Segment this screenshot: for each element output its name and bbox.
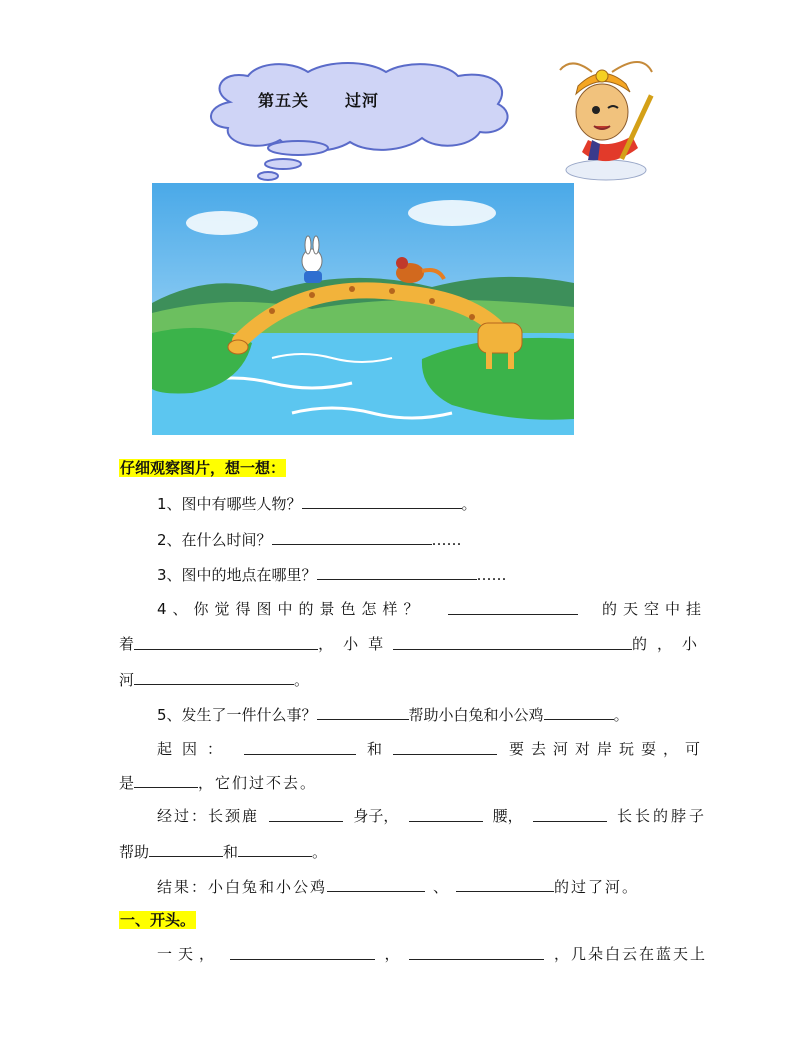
process-line-2 bbox=[119, 841, 327, 862]
answer-blank[interactable] bbox=[409, 806, 483, 822]
answer-blank[interactable] bbox=[409, 944, 544, 960]
text-fragment: 、 bbox=[433, 878, 449, 896]
river-crossing-illustration bbox=[152, 183, 574, 435]
question-4-line-2 bbox=[119, 634, 707, 654]
answer-blank[interactable] bbox=[272, 529, 432, 545]
text-fragment: ， bbox=[384, 945, 400, 963]
cause-line-2 bbox=[119, 772, 317, 793]
question-1-text: 1、图中有哪些人物？ bbox=[157, 495, 302, 513]
section-1-heading-text: 一、开头。 bbox=[120, 911, 196, 929]
text-fragment: 要去河对岸玩耍，可 bbox=[508, 740, 707, 758]
cause-line-1 bbox=[157, 739, 707, 759]
ellipsis: …… bbox=[431, 531, 462, 549]
text-fragment: 长长的脖子 bbox=[616, 807, 707, 825]
text-fragment: 一天， bbox=[157, 945, 221, 963]
result-line bbox=[157, 876, 639, 897]
text-fragment: 腰， bbox=[492, 807, 523, 825]
answer-blank[interactable] bbox=[456, 876, 554, 892]
question-3-text: 3、图中的地点在哪里？ bbox=[157, 566, 317, 584]
question-4-sky-text: 的天空中挂 bbox=[601, 600, 707, 618]
answer-blank[interactable] bbox=[393, 634, 632, 650]
cause-label: 起因： bbox=[157, 740, 233, 758]
text-fragment: 和 bbox=[366, 740, 382, 758]
question-2-text: 2、在什么时间？ bbox=[157, 531, 272, 549]
monkey-king-illustration bbox=[552, 52, 660, 182]
answer-blank[interactable] bbox=[327, 876, 425, 892]
process-line-1 bbox=[157, 806, 707, 826]
text-fragment: ，小草 bbox=[318, 635, 394, 653]
text-fragment: 和 bbox=[223, 843, 239, 861]
question-3 bbox=[157, 564, 507, 585]
question-4-line-1 bbox=[157, 599, 707, 619]
answer-blank[interactable] bbox=[238, 841, 312, 857]
answer-blank[interactable] bbox=[134, 669, 294, 685]
process-label: 经过：长颈鹿 bbox=[157, 807, 260, 825]
question-4-line-3 bbox=[119, 669, 309, 690]
punctuation: 。 bbox=[461, 495, 477, 513]
answer-blank[interactable] bbox=[269, 806, 343, 822]
question-1 bbox=[157, 493, 477, 514]
question-5-mid-text: 帮助小白兔和小公鸡 bbox=[408, 706, 544, 724]
result-label: 结果：小白兔和小公鸡 bbox=[157, 878, 328, 896]
answer-blank[interactable] bbox=[317, 564, 477, 580]
question-2 bbox=[157, 529, 462, 550]
question-5-text: 5、发生了一件什么事？ bbox=[157, 706, 317, 724]
text-fragment: 的过了河。 bbox=[554, 878, 640, 896]
question-5 bbox=[157, 704, 629, 725]
observe-prompt bbox=[119, 458, 286, 478]
answer-blank[interactable] bbox=[230, 944, 375, 960]
opening-line bbox=[157, 944, 707, 964]
question-4-text: 4、你觉得图中的景色怎样？ bbox=[157, 600, 425, 618]
answer-blank[interactable] bbox=[393, 739, 497, 755]
title-cloud bbox=[200, 62, 515, 182]
ellipsis: …… bbox=[476, 566, 507, 584]
answer-blank[interactable] bbox=[533, 806, 607, 822]
text-fragment: 河 bbox=[119, 671, 135, 689]
text-fragment: ，它们过不去。 bbox=[198, 774, 318, 792]
text-fragment: 的，小 bbox=[631, 635, 707, 653]
punctuation: 。 bbox=[613, 706, 629, 724]
text-fragment: 着 bbox=[119, 635, 135, 653]
level-title bbox=[258, 88, 379, 111]
answer-blank[interactable] bbox=[448, 599, 578, 615]
text-fragment: ，几朵白云在蓝天上 bbox=[553, 945, 707, 963]
level-name: 过河 bbox=[345, 91, 380, 110]
section-1-heading bbox=[119, 910, 196, 930]
answer-blank[interactable] bbox=[134, 634, 318, 650]
punctuation: 。 bbox=[294, 671, 310, 689]
answer-blank[interactable] bbox=[244, 739, 356, 755]
level-number: 第五关 bbox=[258, 91, 310, 110]
observe-prompt-text: 仔细观察图片，想一想： bbox=[120, 459, 286, 477]
answer-blank[interactable] bbox=[317, 704, 409, 720]
answer-blank[interactable] bbox=[302, 493, 462, 509]
answer-blank[interactable] bbox=[544, 704, 614, 720]
answer-blank[interactable] bbox=[134, 772, 198, 788]
text-fragment: 帮助 bbox=[119, 843, 150, 861]
answer-blank[interactable] bbox=[149, 841, 223, 857]
punctuation: 。 bbox=[312, 843, 328, 861]
text-fragment: 身子， bbox=[353, 807, 399, 825]
text-fragment: 是 bbox=[119, 774, 135, 792]
